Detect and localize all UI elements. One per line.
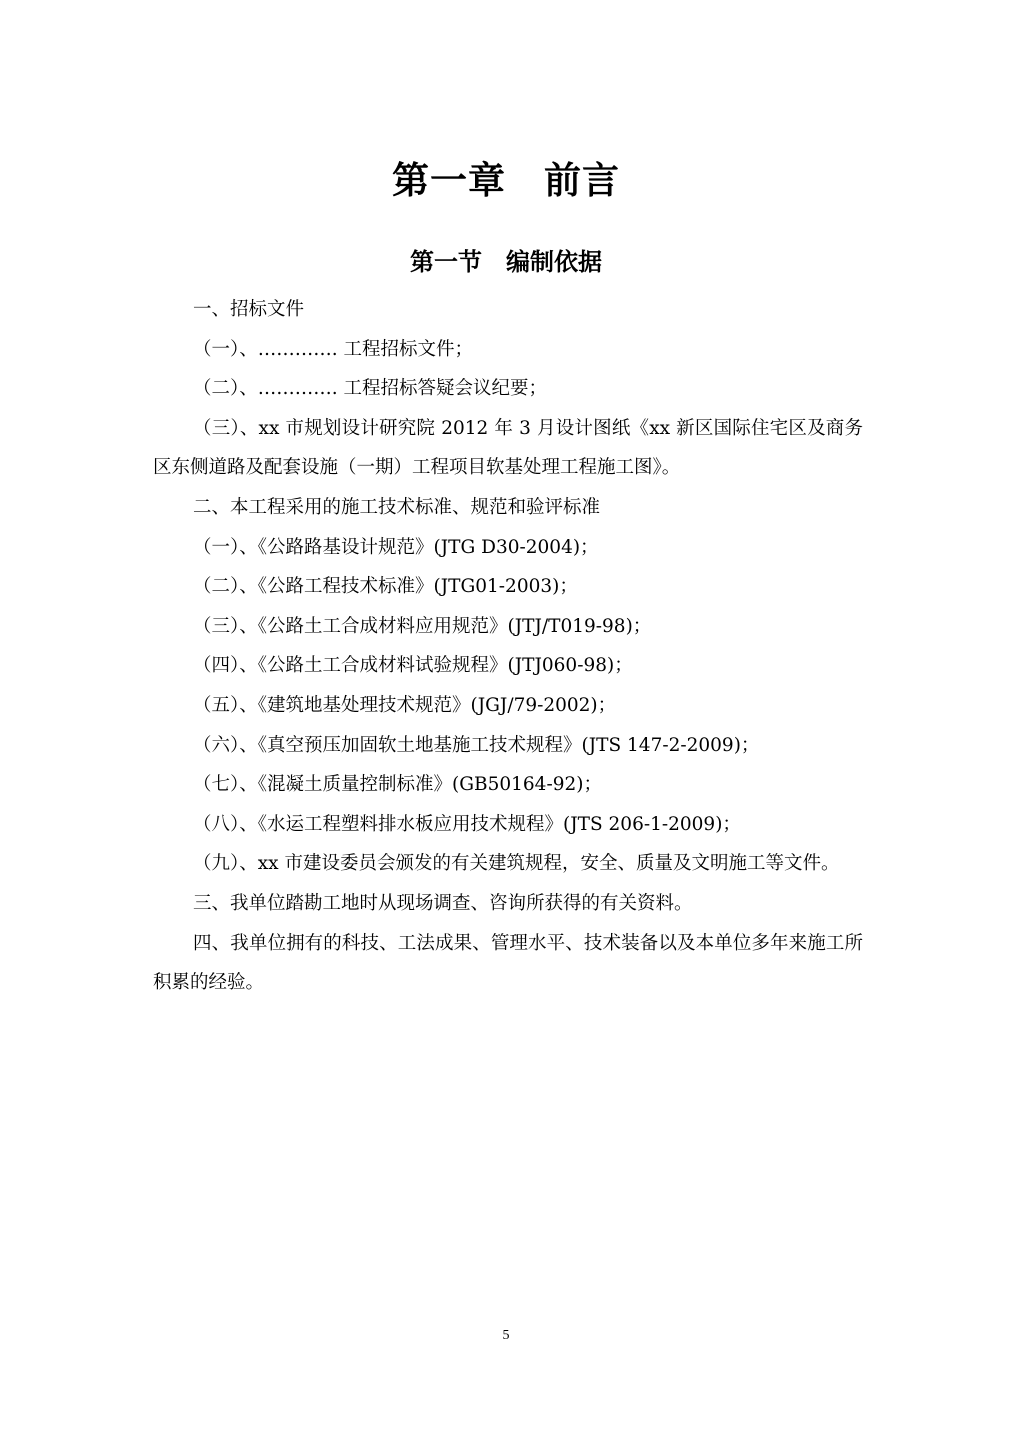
paragraph-tender-documents-heading: 一、招标文件	[193, 299, 305, 320]
paragraph-site-survey: 三、我单位踏勘工地时从现场调查、咨询所获得的有关资料。	[193, 892, 693, 914]
paragraph-standard-5: （五）、《建筑地基处理技术规范》(JGJ/79-2002)；	[193, 694, 617, 716]
paragraph-standards-heading: 二、本工程采用的施工技术标准、规范和验评标准	[193, 496, 601, 518]
section-title: 第一节 编制依据	[410, 247, 602, 276]
paragraph-company-experience: 四、我单位拥有的科技、工法成果、管理水平、技术装备以及本单位多年来施工所积累的经验。	[153, 932, 863, 994]
paragraph-standard-4: （四）、《公路土工合成材料试验规程》(JTJ060-98)；	[193, 655, 633, 677]
paragraph-design-drawings: （三）、xx 市规划设计研究院 2012 年 3 月设计图纸《xx 新区国际住宅区及商务区东侧道路及配套设施（一期）工程项目软基处理工程施工图》。	[153, 417, 863, 479]
paragraph-standard-6: （六）、《真空预压加固软土地基施工技术规程》(JTS 147-2-2009)；	[193, 734, 760, 756]
chapter-title: 第一章 前言	[392, 158, 620, 202]
paragraph-standard-9: （九）、xx 市建设委员会颁发的有关建筑规程，安全、质量及文明施工等文件。	[193, 853, 840, 875]
paragraph-standard-1: （一）、《公路路基设计规范》(JTG D30-2004)；	[193, 536, 599, 558]
paragraph-standard-7: （七）、《混凝土质量控制标准》(GB50164-92)；	[193, 774, 602, 796]
paragraph-tender-qa-minutes: （二）、…………. 工程招标答疑会议纪要；	[193, 378, 548, 400]
paragraph-standard-2: （二）、《公路工程技术标准》(JTG01-2003)；	[193, 576, 578, 598]
paragraph-standard-8: （八）、《水运工程塑料排水板应用技术规程》(JTS 206-1-2009)；	[193, 813, 741, 835]
paragraph-tender-document: （一）、…………. 工程招标文件；	[193, 338, 474, 360]
paragraph-standard-3: （三）、《公路土工合成材料应用规范》(JTJ/T019-98)；	[193, 615, 652, 637]
page-number: 5	[502, 1328, 510, 1343]
document-body	[153, 290, 863, 1003]
